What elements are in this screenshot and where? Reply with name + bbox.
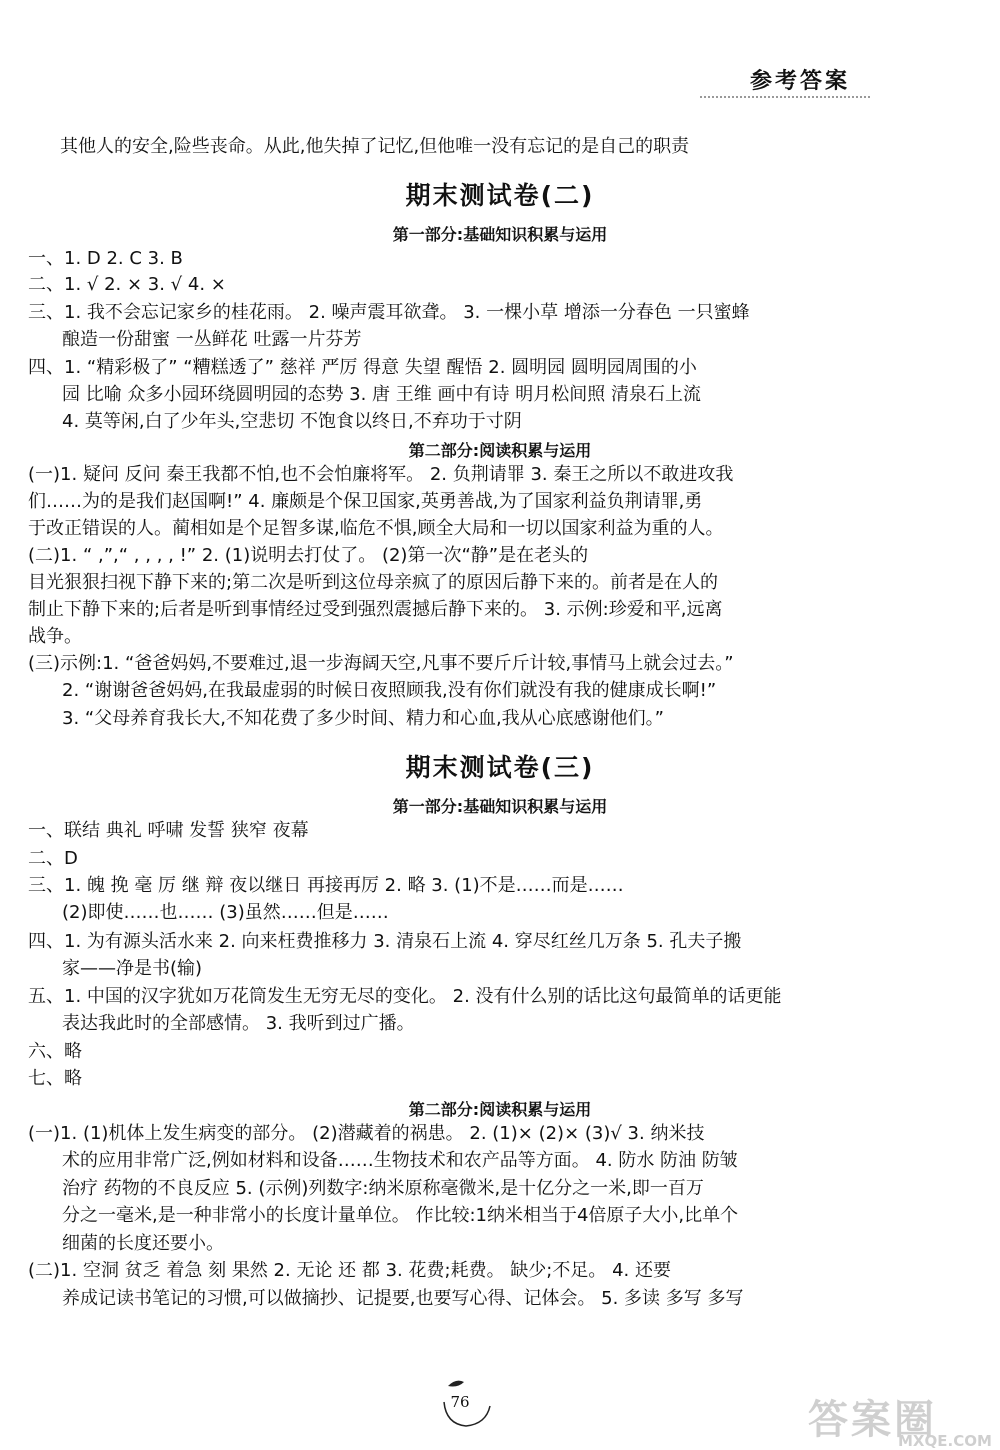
answer-line: 四、1. “精彩极了” “糟糕透了” 慈祥 严厉 得意 失望 醒悟 2. 圆明园 圆明园周围的小 xyxy=(28,357,697,378)
test2-title: 期末测试卷(二) xyxy=(405,181,595,210)
answer-line: 酿造一份甜蜜 一丛鲜花 吐露一片芬芳 xyxy=(62,329,362,350)
answer-line: 2. “谢谢爸爸妈妈,在我最虚弱的时候日夜照顾我,没有你们就没有我的健康成长啊!” xyxy=(62,680,717,701)
answer-line: 五、1. 中国的汉字犹如万花筒发生无穷无尽的变化。 2. 没有什么别的话比这句最简单的话更能 xyxy=(28,986,782,1007)
test3-title: 期末测试卷(三) xyxy=(405,753,595,782)
answer-line: 园 比喻 众多小园环绕圆明园的态势 3. 唐 王维 画中有诗 明月松间照 清泉石上流 xyxy=(62,384,701,405)
answer-line: 家——净是书(输) xyxy=(62,958,203,979)
answer-line: (三)示例:1. “爸爸妈妈,不要难过,退一步海阔天空,凡事不要斤斤计较,事情马上就会过去。” xyxy=(28,653,734,674)
answer-line: 3. “父母养育我长大,不知花费了多少时间、精力和心血,我从心底感谢他们。” xyxy=(62,708,664,729)
answer-line: 细菌的长度还要小。 xyxy=(62,1233,224,1254)
answer-line: 目光狠狠扫视下静下来的;第二次是听到这位母亲疯了的原因后静下来的。前者是在人的 xyxy=(28,572,719,593)
answer-line: (二)1. “ ,”,“ , , , , !” 2. (1)说明去打仗了。 (2)第一次“静”是在老头的 xyxy=(28,545,589,566)
answer-line: 术的应用非常广泛,例如材料和设备……生物技术和农产品等方面。 4. 防水 防油 防皱 xyxy=(62,1150,738,1171)
header-rule xyxy=(700,96,870,98)
answer-line: 六、略 xyxy=(28,1041,82,1062)
test2-part1-title: 第一部分:基础知识积累与运用 xyxy=(392,225,608,244)
answer-line: 四、1. 为有源头活水来 2. 向来枉费推移力 3. 清泉石上流 4. 穿尽红丝几万条 5. 孔夫子搬 xyxy=(28,931,742,952)
answer-line: 4. 莫等闲,白了少年头,空悲切 不饱食以终日,不弃功于寸阴 xyxy=(62,411,522,432)
answer-line: 分之一毫米,是一种非常小的长度计量单位。 作比较:1纳米相当于4倍原子大小,比单个 xyxy=(62,1205,739,1226)
answer-line: 战争。 xyxy=(28,626,82,647)
watermark-logo: 答案圈 MXQE.COM xyxy=(808,1397,992,1450)
answer-line: 七、略 xyxy=(28,1068,82,1089)
test2-part2-title: 第二部分:阅读积累与运用 xyxy=(408,441,592,460)
answer-line: 于改正错误的人。蔺相如是个足智多谋,临危不惧,顾全大局和一切以国家利益为重的人。 xyxy=(28,518,724,539)
answer-line: 二、1. √ 2. × 3. √ 4. × xyxy=(28,274,226,295)
test3-part1-title: 第一部分:基础知识积累与运用 xyxy=(392,797,608,816)
page-number: 76 xyxy=(450,1393,470,1411)
answer-line: 们……为的是我们赵国啊!” 4. 廉颇是个保卫国家,英勇善战,为了国家利益负荆请罪,勇 xyxy=(28,491,703,512)
answer-line: 治疗 药物的不良反应 5. (示例)列数字:纳米原称毫微米,是十亿分之一米,即一百万 xyxy=(62,1178,704,1199)
answer-line: 养成记读书笔记的习惯,可以做摘抄、记提要,也要写心得、记体会。 5. 多读 多写 多写 xyxy=(62,1288,744,1309)
answer-line: (一)1. 疑问 反问 秦王我都不怕,也不会怕廉将军。 2. 负荆请罪 3. 秦王之所以不敢进攻我 xyxy=(28,464,734,485)
test3-part2-title: 第二部分:阅读积累与运用 xyxy=(408,1100,592,1119)
answer-line: (一)1. (1)机体上发生病变的部分。 (2)潜藏着的祸患。 2. (1)× (2)× (3)√ 3. 纳米技 xyxy=(28,1123,705,1144)
answer-line: 表达我此时的全部感情。 3. 我听到过广播。 xyxy=(62,1013,415,1034)
answer-line: (2)即使……也…… (3)虽然……但是…… xyxy=(62,902,389,923)
answer-line: 制止下静下来的;后者是听到事情经过受到强烈震撼后静下来的。 3. 示例:珍爱和平,远离 xyxy=(28,599,723,620)
answer-line: 三、1. 我不会忘记家乡的桂花雨。 2. 噪声震耳欲聋。 3. 一棵小草 增添一分春色 一只蜜蜂 xyxy=(28,302,750,323)
answer-line: 一、联结 典礼 呼啸 发誓 狭窄 夜幕 xyxy=(28,820,309,841)
answer-line: 一、1. D 2. C 3. B xyxy=(28,248,183,269)
answer-line: 二、D xyxy=(28,848,78,869)
answer-line: (二)1. 空洞 贫乏 着急 刻 果然 2. 无论 还 都 3. 花费;耗费。 缺少;不足。 4. 还要 xyxy=(28,1260,671,1281)
header-title: 参考答案 xyxy=(749,69,850,94)
intro-line: 其他人的安全,险些丧命。从此,他失掉了记忆,但他唯一没有忘记的是自己的职责 xyxy=(60,136,690,157)
answer-line: 三、1. 魄 挽 毫 厉 继 辩 夜以继日 再接再厉 2. 略 3. (1)不是……而是…… xyxy=(28,875,624,896)
